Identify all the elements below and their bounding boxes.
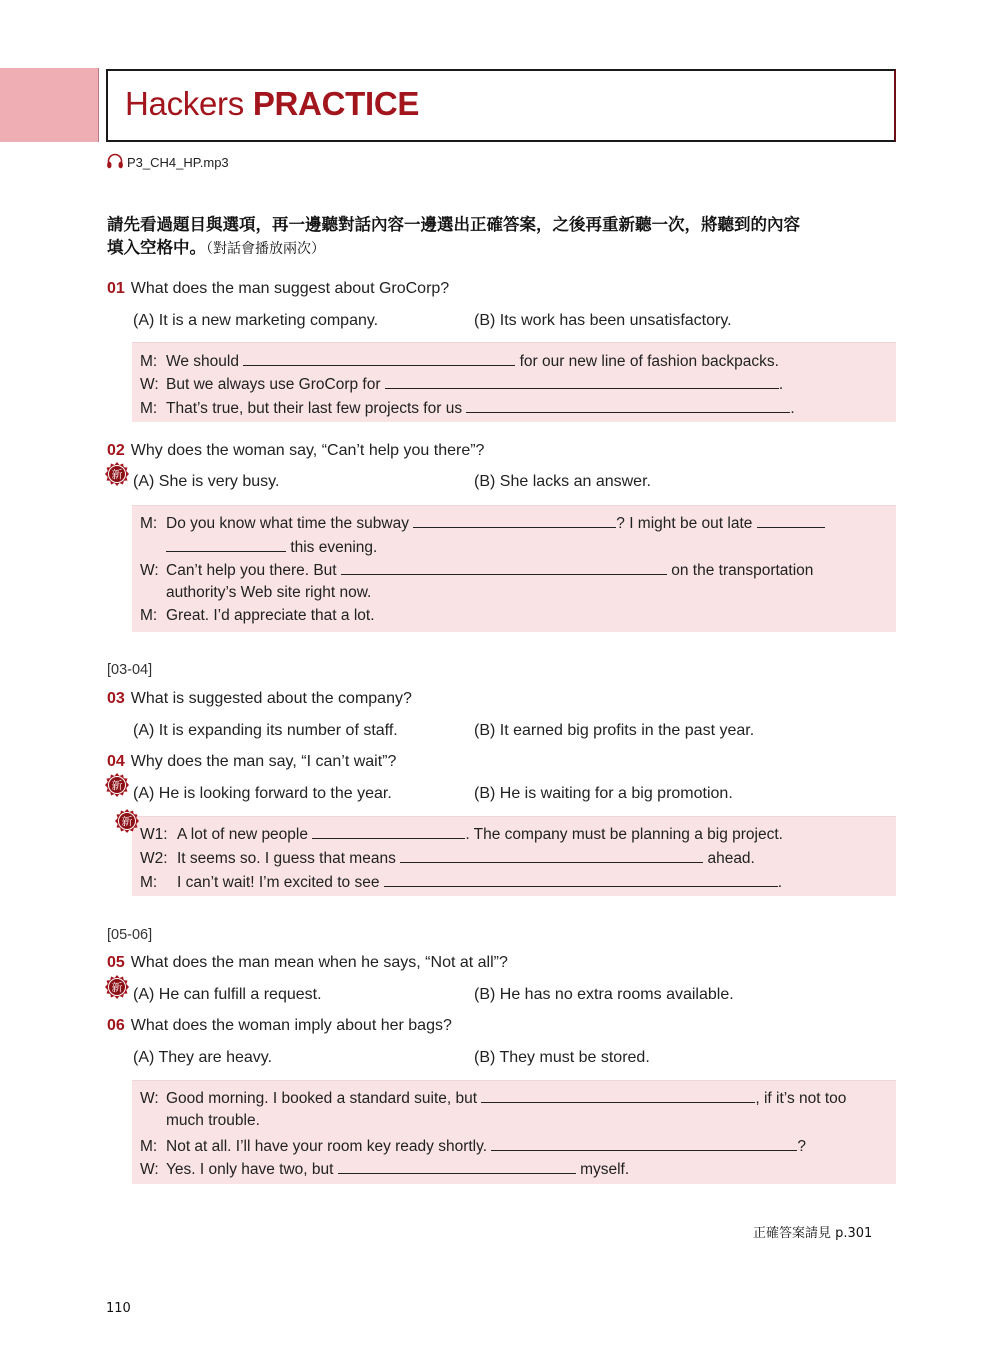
instructions-line-1: 請先看過題目與選項，再一邊聽對話內容一邊選出正確答案，之後再重新聽一次，將聽到的內容 (107, 215, 800, 234)
answer-blank[interactable] (413, 513, 616, 528)
dialog-line: W: Good morning. I booked a standard suite, but , if it’s not too (140, 1090, 847, 1107)
dialog-line: M: We should for our new line of fashion backpacks. (140, 353, 779, 370)
question-number: 03 (107, 690, 125, 707)
svg-text:新: 新 (111, 981, 123, 994)
option-05-b[interactable]: (B) He has no extra rooms available. (474, 986, 734, 1003)
new-seal-icon (104, 772, 130, 798)
question-text: What does the woman imply about her bags? (130, 1017, 452, 1034)
dialog-line: W: Can’t help you there. But on the transportation (140, 562, 814, 579)
option-02-a[interactable]: (A) She is very busy. (133, 473, 280, 490)
answer-blank[interactable] (466, 398, 790, 413)
dialog-line: authority’s Web site right now. (166, 584, 372, 601)
answer-blank[interactable] (338, 1159, 576, 1174)
svg-text:新: 新 (111, 779, 123, 792)
new-seal-icon (104, 974, 130, 1000)
page-title (125, 85, 419, 123)
dialog-box-03 (132, 816, 896, 896)
title-regular: Hackers (125, 85, 244, 122)
question-number: 05 (107, 954, 125, 971)
dialog-line: M: Not at all. I’ll have your room key ready shortly. ? (140, 1138, 806, 1155)
dialog-line: much trouble. (166, 1112, 260, 1129)
question-text: What does the man mean when he says, “Not at all”? (130, 954, 508, 971)
answer-blank[interactable] (341, 560, 667, 575)
svg-text:新: 新 (121, 815, 133, 828)
title-bold: PRACTICE (252, 85, 420, 122)
dialog-box-04 (132, 1080, 896, 1184)
option-05-a[interactable]: (A) He can fulfill a request. (133, 986, 322, 1003)
dialog-line: W: But we always use GroCorp for . (140, 376, 784, 393)
question-05 (107, 954, 508, 972)
question-text: What is suggested about the company? (130, 690, 412, 707)
question-06 (107, 1017, 452, 1035)
option-03-b[interactable]: (B) It earned big profits in the past year. (474, 722, 755, 739)
dialog-line: M: Great. I’d appreciate that a lot. (140, 607, 375, 624)
dialog-line: this evening. (140, 537, 377, 557)
instructions-note: （對話會播放兩次） (206, 241, 325, 257)
option-06-a[interactable]: (A) They are heavy. (133, 1049, 273, 1066)
answer-blank[interactable] (243, 351, 515, 366)
question-03 (107, 690, 412, 708)
headphones-icon (106, 153, 127, 172)
audio-track[interactable] (106, 153, 229, 172)
question-number: 06 (107, 1017, 125, 1034)
instructions-line-2 (107, 234, 325, 258)
question-text: What does the man suggest about GroCorp? (130, 280, 450, 297)
instructions-bold: 填入空格中。 (107, 238, 206, 257)
question-number: 04 (107, 753, 125, 770)
answer-blank[interactable] (312, 824, 465, 839)
answer-blank[interactable] (481, 1088, 755, 1103)
dialog-box-01 (132, 342, 896, 422)
title-box (106, 69, 896, 142)
header-accent-block (0, 68, 99, 142)
new-seal-icon (104, 461, 130, 487)
question-04 (107, 753, 396, 771)
answer-reference: 正確答案請見 p.301 (753, 1226, 873, 1241)
option-01-b[interactable]: (B) Its work has been unsatisfactory. (474, 312, 732, 329)
dialog-line: W: Yes. I only have two, but myself. (140, 1161, 630, 1178)
question-text: Why does the man say, “I can’t wait”? (130, 753, 397, 770)
dialog-line: M: Do you know what time the subway ? I might be out late (140, 513, 825, 533)
option-01-a[interactable]: (A) It is a new marketing company. (133, 312, 379, 329)
dialog-line: W1: A lot of new people . The company must be planning a big project. (140, 826, 783, 843)
question-group-label: [05-06] (107, 927, 153, 943)
option-02-b[interactable]: (B) She lacks an answer. (474, 473, 651, 490)
answer-blank[interactable] (166, 537, 286, 552)
question-group-label: [03-04] (107, 662, 153, 678)
question-number: 02 (107, 442, 125, 459)
question-text: Why does the woman say, “Can’t help you there”? (130, 442, 485, 459)
answer-blank[interactable] (384, 872, 778, 887)
answer-blank[interactable] (757, 513, 825, 528)
answer-blank[interactable] (491, 1136, 797, 1151)
question-01 (107, 280, 449, 298)
new-seal-icon (114, 808, 140, 834)
audio-filename: P3_CH4_HP.mp3 (127, 155, 229, 170)
question-number: 01 (107, 280, 125, 297)
dialog-line: W2: It seems so. I guess that means ahead. (140, 850, 755, 867)
dialog-box-02 (132, 505, 896, 632)
svg-text:新: 新 (111, 468, 123, 481)
question-02 (107, 442, 484, 460)
option-04-b[interactable]: (B) He is waiting for a big promotion. (474, 785, 733, 802)
dialog-line: M: That’s true, but their last few projects for us . (140, 400, 795, 417)
option-03-a[interactable]: (A) It is expanding its number of staff. (133, 722, 398, 739)
answer-blank[interactable] (385, 374, 779, 389)
option-06-b[interactable]: (B) They must be stored. (474, 1049, 650, 1066)
option-04-a[interactable]: (A) He is looking forward to the year. (133, 785, 392, 802)
answer-blank[interactable] (400, 848, 703, 863)
dialog-line: M: I can’t wait! I’m excited to see . (140, 874, 783, 891)
page-number: 110 (106, 1301, 131, 1316)
